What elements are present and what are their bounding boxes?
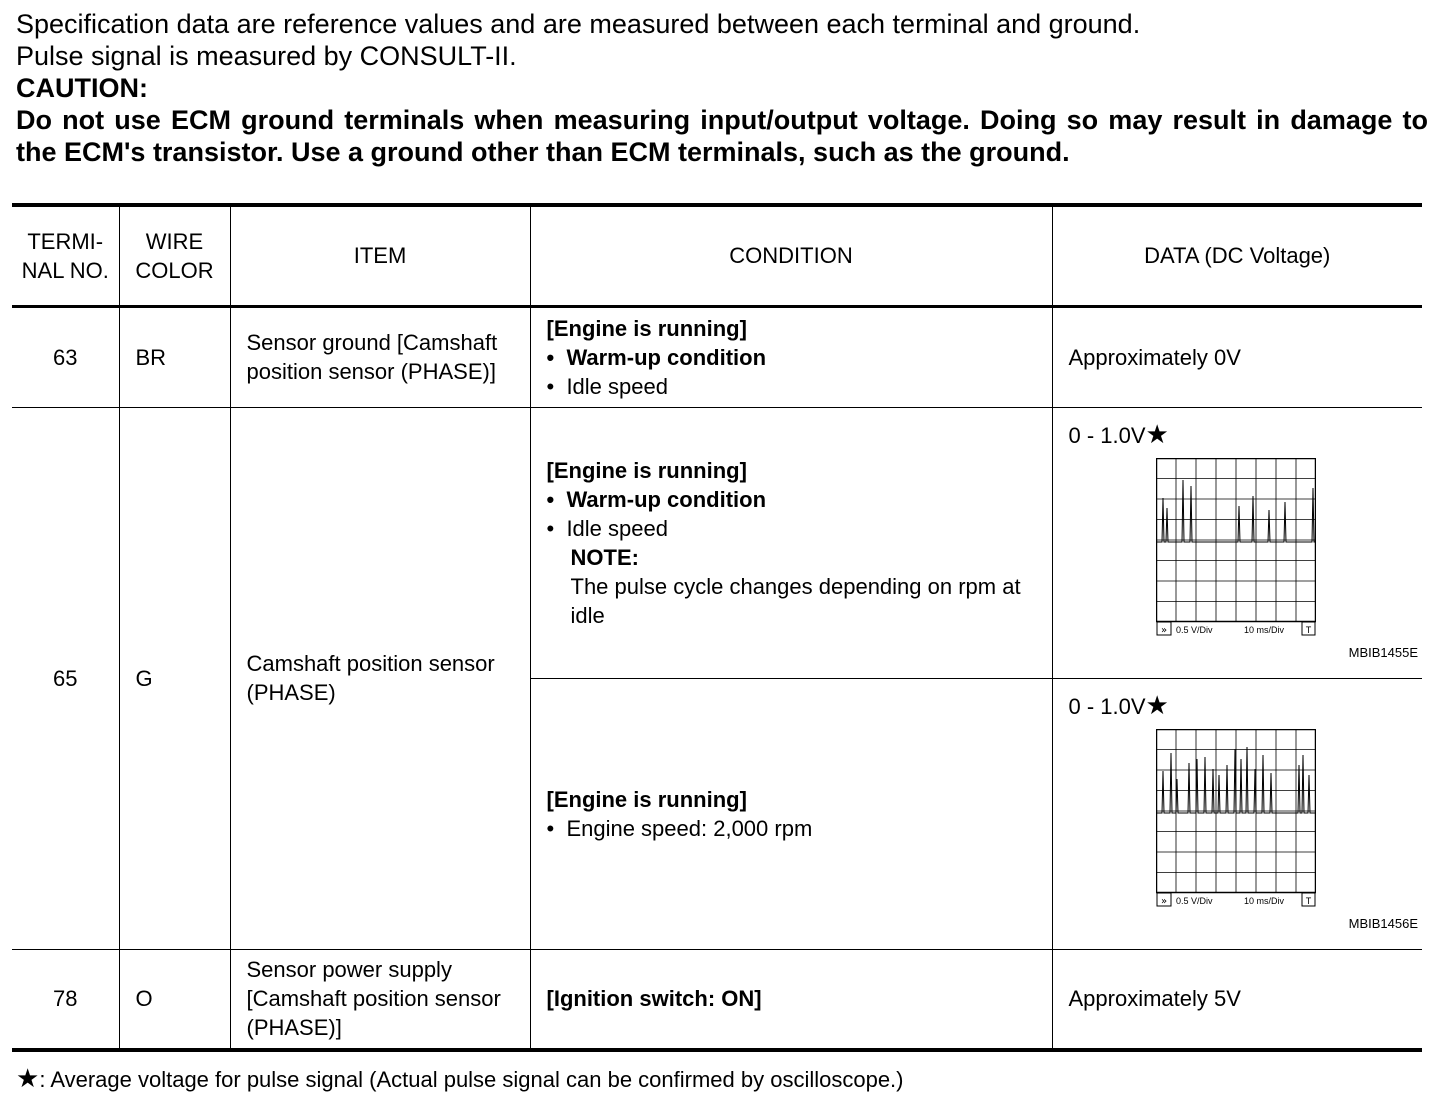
terminal-cell: 63 [12,306,119,407]
star-icon: ★ [1145,418,1169,449]
condition-cell [530,678,1052,949]
spec-reference-text: Specification data are reference values and are measured between each terminal and ground. [16,9,1141,39]
table-row [12,949,1422,1050]
item-cell: Sensor ground [Camshaft position sensor (PHASE)] [230,306,530,407]
note-heading: NOTE: [570,544,639,570]
wire-color-cell: BR [119,306,230,407]
svg-text:»: » [1160,895,1167,907]
terminal-cell: 65 [12,407,119,949]
item-cell: Sensor power supply [Camshaft position sensor (PHASE)] [230,949,530,1050]
condition-bullet: • Warm-up condition [546,344,767,370]
scope-vdiv: 0.5 V/Div [1175,624,1213,635]
footnote-text: : Average voltage for pulse signal (Actual pulse signal can be confirmed by oscilloscope.) [39,1067,904,1092]
header-item: ITEM [230,205,530,306]
data-cell: Approximately 5V [1052,949,1422,1050]
data-cell [1052,678,1422,949]
scope-tdiv: 10 ms/Div [1243,895,1284,906]
caution-text: Do not use ECM ground terminals when measuring input/output voltage. Doing so may result in damage to the ECM's transistor. Use a ground other than ECM terminals, such as the ground. [16,105,1428,167]
oscilloscope-waveform-2 [1156,729,1316,907]
oscilloscope-waveform-1 [1156,458,1316,636]
header-data: DATA (DC Voltage) [1052,205,1422,306]
condition-bullet: • Idle speed [546,515,668,541]
condition-state: [Engine is running] [546,315,747,341]
condition-cell [530,949,1052,1050]
data-cell: Approximately 0V [1052,306,1422,407]
svg-text:T: T [1305,624,1311,635]
caution-heading: CAUTION: [16,73,148,103]
star-icon: ★ [1145,689,1169,720]
note-text: The pulse cycle changes depending on rpm at idle [570,573,1021,628]
scope-grid [1156,458,1316,622]
data-value: 0 - 1.0V★ [1068,689,1169,720]
scope-footer [1157,893,1315,907]
condition-bullet: • Idle speed [546,373,668,399]
wire-color-cell: O [119,949,230,1050]
header-wire-color: WIRE COLOR [119,205,230,306]
data-value: 0 - 1.0V★ [1068,418,1169,449]
figure-id: MBIB1455E [1348,644,1418,660]
condition-state: [Ignition switch: ON] [546,986,762,1012]
footnote [16,1064,904,1094]
terminal-spec-table [12,203,1422,1052]
condition-state: [Engine is running] [546,457,747,483]
svg-text:T: T [1305,895,1311,906]
condition-bullet: • Warm-up condition [546,486,767,512]
wire-color-cell: G [119,407,230,949]
terminal-cell: 78 [12,949,119,1050]
data-cell [1052,407,1422,678]
scope-vdiv: 0.5 V/Div [1175,895,1213,906]
pulse-signal-text: Pulse signal is measured by CONSULT-II. [16,41,517,71]
table-row [12,306,1422,407]
item-cell: Camshaft position sensor (PHASE) [230,407,530,949]
header-condition: CONDITION [530,205,1052,306]
condition-cell [530,306,1052,407]
condition-bullet: • Engine speed: 2,000 rpm [546,815,813,841]
header-terminal-no: TERMI-NAL NO. [12,205,119,306]
intro-block [16,8,1428,168]
condition-state: [Engine is running] [546,786,747,812]
condition-cell [530,407,1052,678]
svg-text:»: » [1160,624,1167,636]
figure-id: MBIB1456E [1348,915,1418,931]
table-row [12,407,1422,678]
scope-footer [1157,622,1315,636]
scope-tdiv: 10 ms/Div [1243,624,1284,635]
star-icon: ★ [16,1063,40,1093]
